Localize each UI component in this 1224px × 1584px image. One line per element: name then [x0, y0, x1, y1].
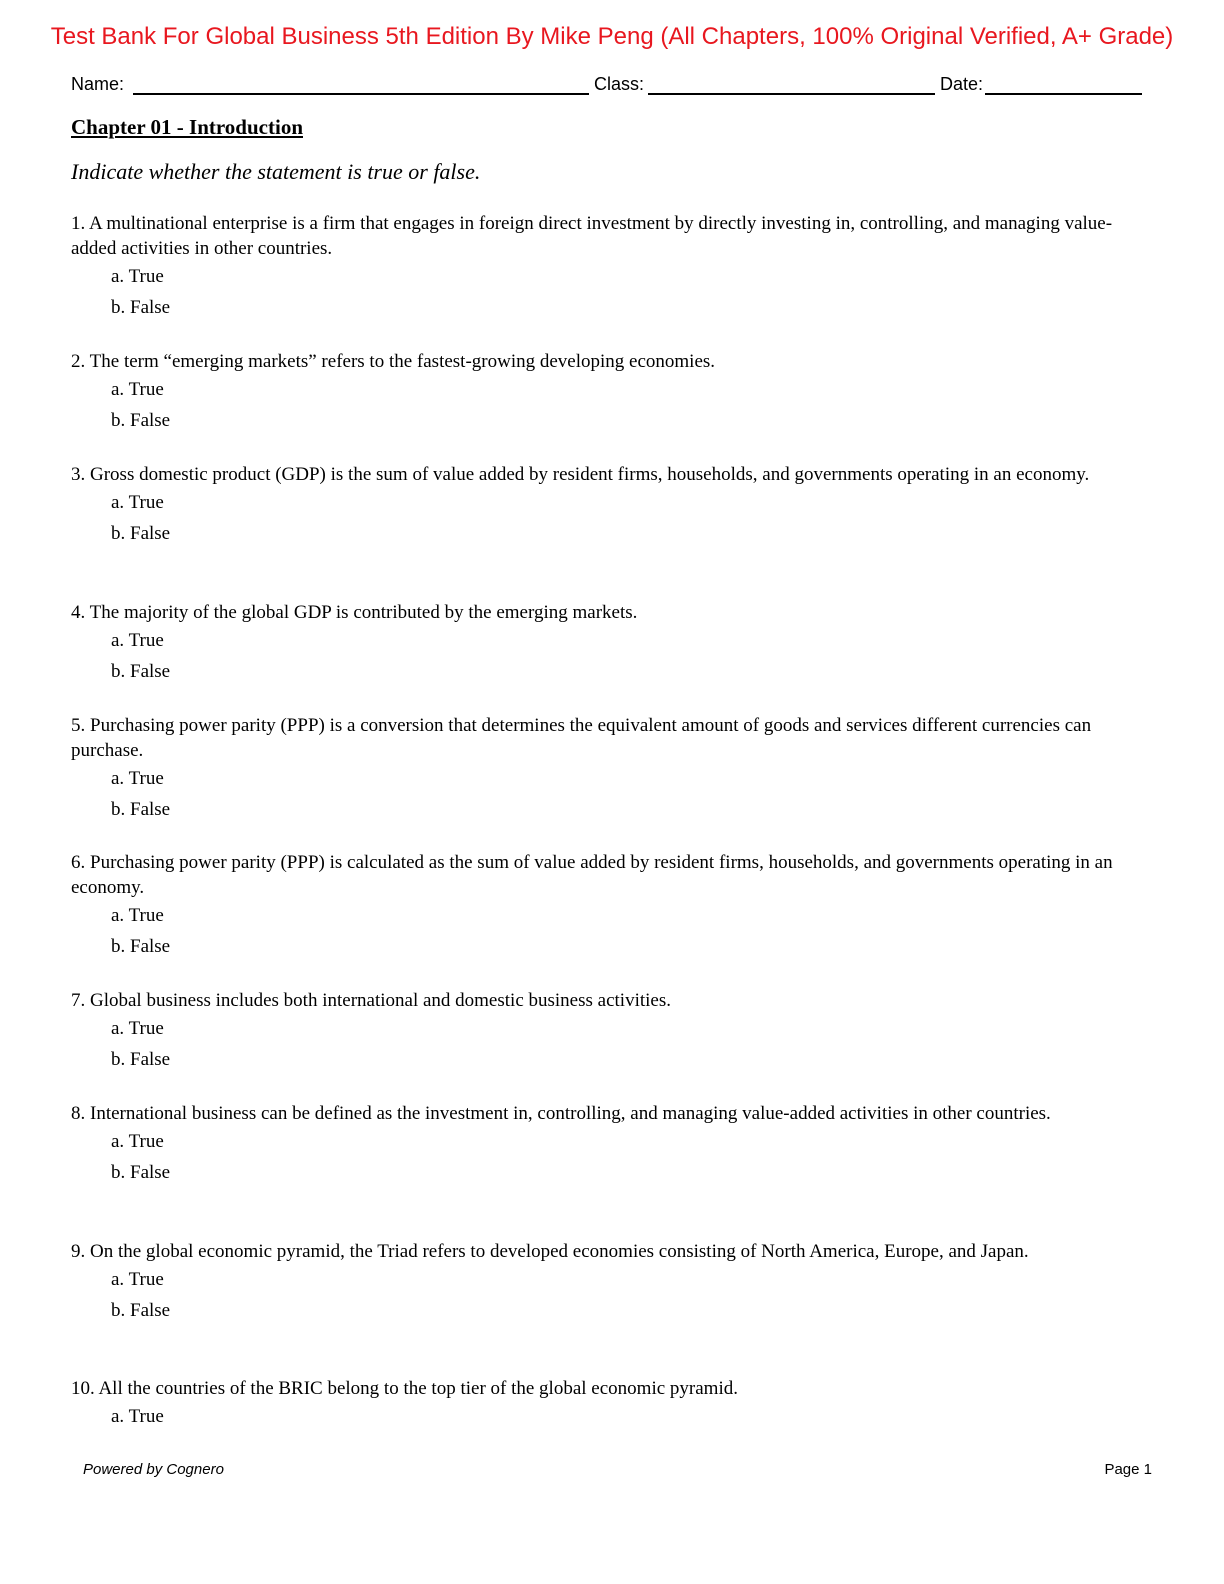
- option-true: a. True: [111, 630, 164, 651]
- question-item: [71, 1376, 1146, 1432]
- student-info-header: [71, 72, 1142, 98]
- question-item: [71, 349, 1146, 436]
- question-text: 5. Purchasing power parity (PPP) is a conversion that determines the equivalent amount of goods and services different currencies can purchase.: [71, 715, 1092, 761]
- document-banner: Test Bank For Global Business 5th Edition By Mike Peng (All Chapters, 100% Original Verified, A+ Grade): [50, 23, 1174, 50]
- question-item: [71, 600, 1146, 687]
- option-true: a. True: [111, 905, 164, 926]
- question-item: [71, 1239, 1146, 1326]
- option-false: b. False: [111, 297, 171, 318]
- question-item: [71, 211, 1146, 323]
- class-label: Class:: [594, 74, 645, 94]
- question-text: 7. Global business includes both international and domestic business activities.: [71, 990, 671, 1011]
- question-item: [71, 462, 1146, 549]
- name-label: Name:: [71, 74, 125, 94]
- powered-by-footer: Powered by Cognero: [83, 1461, 224, 1478]
- option-false: b. False: [111, 1049, 171, 1070]
- question-text: 10. All the countries of the BRIC belong to the top tier of the global economic pyramid.: [71, 1378, 738, 1399]
- option-true: a. True: [111, 492, 164, 513]
- instructions: Indicate whether the statement is true or false.: [71, 159, 481, 184]
- option-false: b. False: [111, 799, 171, 820]
- option-true: a. True: [111, 1406, 164, 1427]
- option-true: a. True: [111, 1269, 164, 1290]
- name-blank-line: [133, 93, 589, 95]
- option-true: a. True: [111, 1131, 164, 1152]
- question-text: 8. International business can be defined as the investment in, controlling, and managing value-added activities in other countries.: [71, 1103, 1051, 1124]
- question-text: 2. The term “emerging markets” refers to the fastest-growing developing economies.: [71, 351, 716, 372]
- option-false: b. False: [111, 523, 171, 544]
- option-false: b. False: [111, 1300, 171, 1321]
- option-true: a. True: [111, 768, 164, 789]
- option-true: a. True: [111, 266, 164, 287]
- question-item: [71, 713, 1146, 825]
- chapter-title: Chapter 01 - Introduction: [71, 115, 303, 139]
- class-blank-line: [648, 93, 935, 95]
- option-false: b. False: [111, 661, 171, 682]
- question-text: 3. Gross domestic product (GDP) is the sum of value added by resident firms, households, and governments operating in an economy.: [71, 464, 1090, 485]
- question-item: [71, 850, 1146, 962]
- date-label: Date:: [940, 74, 984, 94]
- date-blank-line: [985, 93, 1142, 95]
- option-false: b. False: [111, 936, 171, 957]
- question-item: [71, 988, 1146, 1075]
- option-false: b. False: [111, 1162, 171, 1183]
- option-false: b. False: [111, 410, 171, 431]
- question-item: [71, 1101, 1146, 1188]
- question-text: 1. A multinational enterprise is a firm that engages in foreign direct investment by directly investing in, controlling, and managing value-added activities in other countries.: [71, 213, 1113, 259]
- option-true: a. True: [111, 1018, 164, 1039]
- option-true: a. True: [111, 379, 164, 400]
- question-text: 6. Purchasing power parity (PPP) is calculated as the sum of value added by resident firms, households, and governments operating in an economy.: [71, 852, 1113, 898]
- page-number: Page 1: [1104, 1461, 1152, 1478]
- question-text: 4. The majority of the global GDP is contributed by the emerging markets.: [71, 602, 638, 623]
- question-text: 9. On the global economic pyramid, the Triad refers to developed economies consisting of North America, Europe, and Japan.: [71, 1241, 1029, 1262]
